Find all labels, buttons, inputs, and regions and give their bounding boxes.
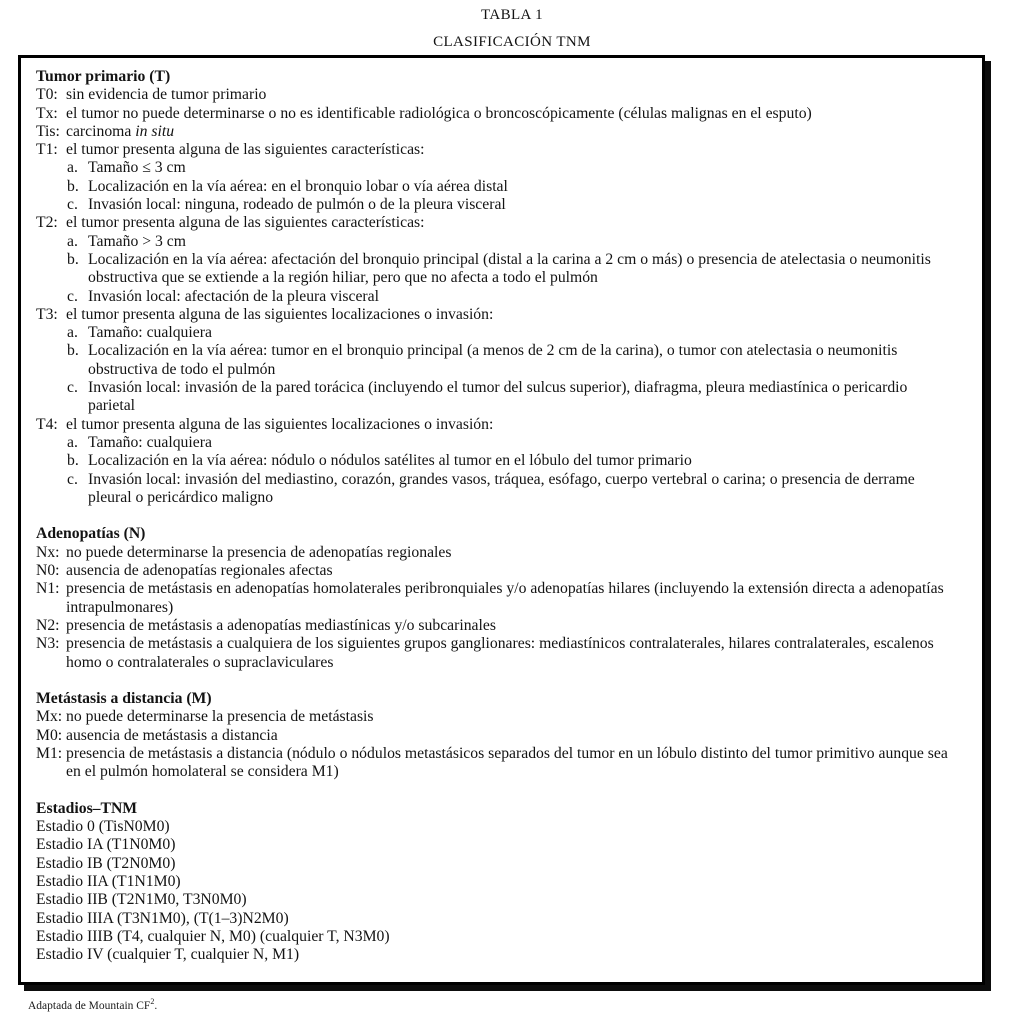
entry-label: T1: bbox=[36, 141, 58, 159]
sub-entry-row bbox=[67, 379, 958, 416]
entry-text: el tumor presenta alguna de las siguientes localizaciones o invasión: bbox=[66, 415, 494, 433]
entry-text: presencia de metástasis en adenopatías homolaterales peribronquiales y/o adenopatías hilares (incluyendo la extensión directa a adenopatías intrapulmonares) bbox=[66, 580, 944, 616]
entry-text: Estadio IIIA (T3N1M0), (T(1–3)N2M0) bbox=[36, 909, 289, 927]
entry-text-italic: in situ bbox=[135, 122, 175, 140]
footnote-period: . bbox=[154, 1000, 158, 1012]
sub-entry-row bbox=[67, 342, 958, 379]
entry-text: sin evidencia de tumor primario bbox=[66, 86, 267, 104]
sub-entry-row bbox=[67, 434, 958, 452]
entry-row bbox=[36, 562, 958, 580]
entry-text: Estadio IV (cualquier T, cualquier N, M1) bbox=[36, 946, 300, 964]
entry-row bbox=[36, 855, 958, 873]
entry-row bbox=[36, 635, 958, 672]
entry-row bbox=[36, 727, 958, 745]
section-entries bbox=[36, 86, 958, 507]
table-title: TABLA 1 bbox=[480, 7, 544, 23]
sub-entry-text: Tamaño > 3 cm bbox=[88, 232, 186, 250]
sub-entry-text: Tamaño: cualquiera bbox=[88, 433, 212, 451]
section-entries bbox=[36, 708, 958, 781]
sub-entry-marker: a. bbox=[67, 159, 78, 177]
sub-entry-marker: a. bbox=[67, 232, 78, 250]
entry-text: ausencia de metástasis a distancia bbox=[66, 726, 278, 744]
section-heading: Tumor primario (T) bbox=[36, 68, 171, 85]
entry-text: el tumor presenta alguna de las siguientes características: bbox=[66, 141, 425, 159]
sub-entry-row bbox=[67, 196, 958, 214]
sub-entry-marker: c. bbox=[67, 379, 78, 397]
entry-text: presencia de metástasis a distancia (nódulo o nódulos metastásicos separados del tumor en un lóbulo distinto del tumor primitivo aunque sea en el pulmón homolateral se considera M1) bbox=[66, 744, 948, 781]
sub-entry-marker: c. bbox=[67, 196, 78, 214]
sub-entry-text: Localización en la vía aérea: afectación del bronquio principal (distal a la carina a 2 cm o más) o presencia de atelectasia o neumonitis obstructiva que se extiende a la región hiliar, pero que no afecta a todo el pulmón bbox=[88, 250, 931, 287]
entry-label: N0: bbox=[36, 562, 60, 580]
sub-entry-marker: c. bbox=[67, 287, 78, 305]
sub-entry-marker: b. bbox=[67, 250, 79, 268]
entry-label: T3: bbox=[36, 305, 58, 323]
entry-row bbox=[36, 928, 958, 946]
sub-entry-marker: b. bbox=[67, 177, 79, 195]
entry-label: N2: bbox=[36, 616, 60, 634]
entry-label: T0: bbox=[36, 86, 58, 104]
sub-entry-marker: a. bbox=[67, 433, 78, 451]
section-heading: Estadios–TNM bbox=[36, 799, 138, 817]
sub-entry-row bbox=[67, 471, 958, 508]
sub-entry-marker: c. bbox=[67, 470, 78, 488]
footnote-text: Adaptada de Mountain CF bbox=[28, 1000, 151, 1012]
sub-entry-text: Localización en la vía aérea: nódulo o nódulos satélites al tumor en el lóbulo del tumor primario bbox=[88, 452, 692, 470]
sub-entry-text: Tamaño: cualquiera bbox=[88, 324, 212, 342]
sub-entry-row bbox=[67, 288, 958, 306]
entry-text: el tumor presenta alguna de las siguientes características: bbox=[66, 214, 425, 232]
entry-label: N3: bbox=[36, 635, 60, 653]
entry-text: Estadio 0 (TisN0M0) bbox=[36, 818, 170, 836]
sub-entry-row bbox=[67, 233, 958, 251]
entry-row bbox=[36, 416, 958, 434]
entry-label: Nx: bbox=[36, 543, 60, 561]
entry-label: Tis: bbox=[36, 122, 60, 140]
entry-label: Tx: bbox=[36, 104, 58, 122]
section-heading: Adenopatías (N) bbox=[36, 525, 146, 543]
sub-entry-text: Invasión local: invasión del mediastino, corazón, grandes vasos, tráquea, esófago, cuerpo vertebral o carina; o presencia de derrame pleural o pericárdico maligno bbox=[88, 470, 915, 506]
entry-text: Estadio IA (T1N0M0) bbox=[36, 836, 176, 854]
section-entries bbox=[36, 818, 958, 964]
sub-entry-text: Tamaño ≤ 3 cm bbox=[88, 159, 186, 177]
sub-entry-text: Localización en la vía aérea: en el bronquio lobar o vía aérea distal bbox=[88, 177, 508, 195]
entry-label: T2: bbox=[36, 214, 58, 232]
classification-section bbox=[36, 800, 958, 965]
sub-entry-row bbox=[67, 251, 958, 288]
entry-label: Mx: bbox=[36, 708, 63, 726]
section-heading: Metástasis a distancia (M) bbox=[36, 690, 212, 708]
sub-entry-row bbox=[67, 324, 958, 342]
entry-row bbox=[36, 544, 958, 562]
entry-row bbox=[36, 141, 958, 159]
entry-label: N1: bbox=[36, 580, 60, 598]
footnote bbox=[28, 997, 158, 1012]
entry-text: presencia de metástasis a adenopatías mediastínicas y/o subcarinales bbox=[66, 616, 496, 634]
entry-label: M1: bbox=[36, 744, 63, 762]
entry-row bbox=[36, 836, 958, 854]
entry-row bbox=[36, 617, 958, 635]
entry-text: no puede determinarse la presencia de adenopatías regionales bbox=[66, 543, 452, 561]
sub-entry-marker: a. bbox=[67, 324, 78, 342]
sub-entry-text: Invasión local: afectación de la pleura visceral bbox=[88, 287, 379, 305]
entry-row bbox=[36, 214, 958, 232]
entry-text: ausencia de adenopatías regionales afectas bbox=[66, 562, 333, 580]
sub-entry-row bbox=[67, 452, 958, 470]
entry-row bbox=[36, 745, 958, 782]
table-subtitle: CLASIFICACIÓN TNM bbox=[433, 34, 591, 50]
entry-row bbox=[36, 105, 958, 123]
entry-row bbox=[36, 86, 958, 104]
entry-row bbox=[36, 818, 958, 836]
classification-section bbox=[36, 525, 958, 671]
entry-text: Estadio IIIB (T4, cualquier N, M0) (cualquier T, N3M0) bbox=[36, 927, 390, 945]
entry-text: el tumor no puede determinarse o no es identificable radiológica o broncoscópicamente (células malignas en el esputo) bbox=[66, 104, 812, 122]
tnm-classification-box bbox=[18, 55, 985, 985]
entry-text: el tumor presenta alguna de las siguientes localizaciones o invasión: bbox=[66, 305, 494, 323]
entry-label: T4: bbox=[36, 415, 58, 433]
classification-section bbox=[36, 690, 958, 781]
sub-entry-row bbox=[67, 159, 958, 177]
entry-row bbox=[36, 873, 958, 891]
entry-text: presencia de metástasis a cualquiera de los siguientes grupos ganglionares: mediastínicos contralaterales, hilares contralaterales, escalenos homo o contralaterales o supraclaviculares bbox=[66, 635, 934, 671]
entry-row bbox=[36, 910, 958, 928]
section-entries bbox=[36, 544, 958, 672]
entry-row bbox=[36, 708, 958, 726]
entry-text: Estadio IIB (T2N1M0, T3N0M0) bbox=[36, 891, 247, 909]
sub-entry-marker: b. bbox=[67, 452, 79, 470]
sub-entry-marker: b. bbox=[67, 342, 79, 360]
entry-text: Estadio IB (T2N0M0) bbox=[36, 854, 176, 872]
sub-entry-text: Localización en la vía aérea: tumor en el bronquio principal (a menos de 2 cm de la carina), o tumor con atelectasia o neumonitis obstructiva de todo el pulmón bbox=[88, 342, 898, 378]
entry-row bbox=[36, 123, 958, 141]
entry-label: M0: bbox=[36, 726, 63, 744]
sub-entry-text: Invasión local: invasión de la pared torácica (incluyendo el tumor del sulcus superior), diafragma, pleura mediastínica o pericardio parietal bbox=[88, 379, 908, 415]
entry-row bbox=[36, 580, 958, 617]
classification-section bbox=[36, 68, 958, 507]
sub-entry-row bbox=[67, 178, 958, 196]
entry-text: no puede determinarse la presencia de metástasis bbox=[66, 708, 374, 726]
entry-row bbox=[36, 946, 958, 964]
footnote-reference-superscript: 2 bbox=[150, 997, 155, 1007]
entry-row bbox=[36, 306, 958, 324]
entry-row bbox=[36, 891, 958, 909]
sub-entry-text: Invasión local: ninguna, rodeado de pulmón o de la pleura visceral bbox=[88, 196, 506, 214]
entry-text: carcinoma in situ bbox=[66, 122, 175, 140]
entry-text: Estadio IIA (T1N1M0) bbox=[36, 873, 181, 891]
